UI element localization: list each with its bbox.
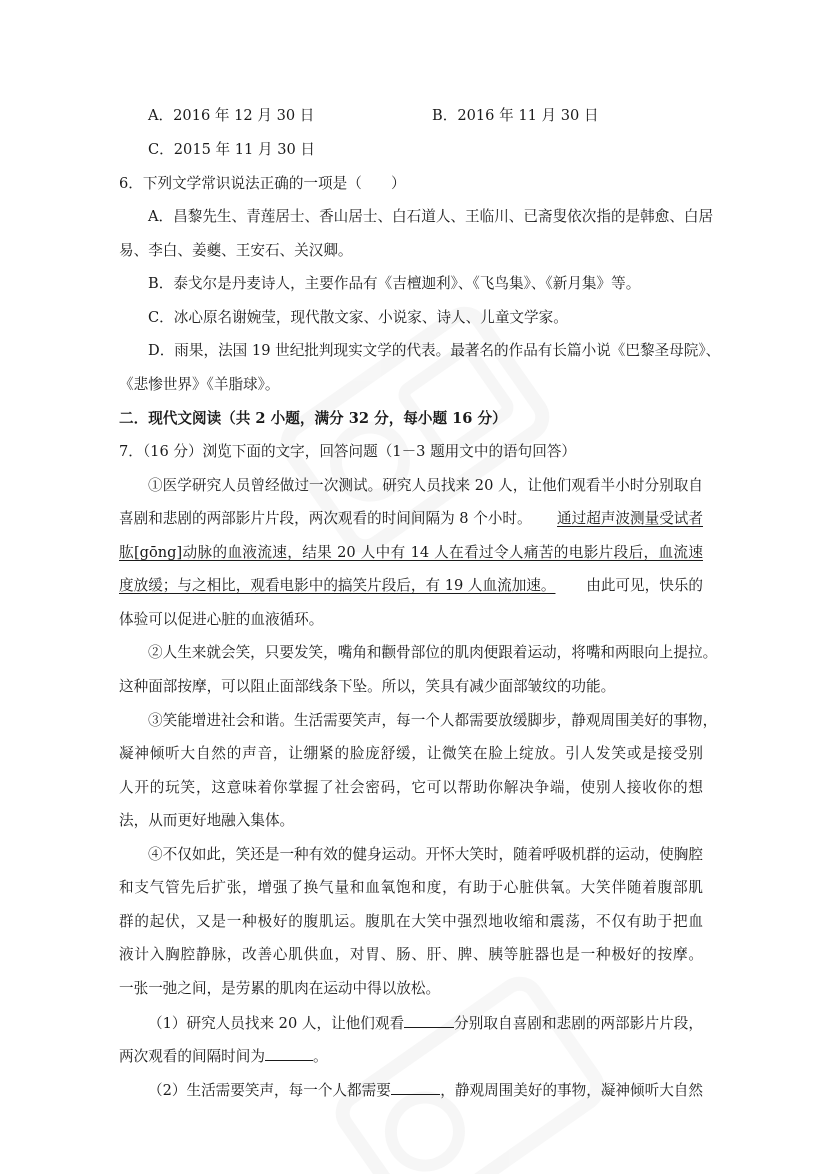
p1-line4-text: 由此可见，快乐的: [586, 577, 703, 594]
p3-line4: 法，从而更好地融入集体。: [119, 812, 295, 829]
p1-line2: [119, 509, 703, 529]
p2-line1: ②人生来就会笑，只要发笑，嘴角和颧骨部位的肌肉便跟着运动，将嘴和两眼向上提拉。: [148, 644, 718, 661]
q6-option-d-line2: 《悲惨世界》《羊脂球》。: [119, 376, 280, 393]
q5-option-a: A．2016 年 12 月 30 日: [148, 107, 315, 124]
sub1-answer-blank-2[interactable]: [265, 1046, 313, 1061]
q6-stem: 6．下列文学常识说法正确的一项是（ ）: [119, 175, 406, 192]
p1-line5: 体验可以促进心脏的血液循环。: [119, 611, 324, 628]
q7-sub1-line2: [119, 1046, 328, 1067]
p1-underlined-sentence-start: 通过超声波测量受试者: [557, 510, 703, 527]
p1-line2-text: 喜剧和悲剧的两部影片片段，两次观看的时间间隔为 8 个小时。: [119, 510, 532, 527]
watermark-logo-lower: [336, 977, 605, 1174]
p3-line2: 凝神倾听大自然的声音，让绷紧的脸庞舒缓，让微笑在脸上绽放。引人发笑或是接受别: [119, 745, 703, 762]
q6-option-a-line2: 易、李白、姜夔、王安石、关汉卿。: [119, 242, 353, 259]
sub1-text-b: 分别取自喜剧和悲剧的两部影片片段，: [454, 1015, 703, 1032]
p4-line2: 和支气管先后扩张，增强了换气量和血氧饱和度，有助于心脏供氧。大笑伴随着腹部肌: [119, 879, 703, 896]
q5-option-c: C．2015 年 11 月 30 日: [148, 141, 316, 158]
q6-option-d-line1: D．雨果，法国 19 世纪批判现实文学的代表。最著名的作品有长篇小说《巴黎圣母院》、: [148, 342, 721, 359]
p4-line5: 一张一弛之间，是劳累的肌肉在运动中得以放松。: [119, 980, 441, 997]
q7-sub1-line1: [148, 1013, 703, 1034]
p1-line1: ①医学研究人员曾经做过一次测试。研究人员找来 20 人，让他们观看半小时分别取自: [148, 477, 703, 494]
q7-sub2-line1: [148, 1080, 703, 1101]
sub1-text-a: （1）研究人员找来 20 人，让他们观看: [148, 1015, 405, 1032]
sub1-text-d: 。: [312, 1048, 328, 1065]
q6-option-a-line1: A．昌黎先生、青莲居士、香山居士、白石道人、王临川、已斋叟依次指的是韩愈、白居: [148, 208, 714, 225]
q7-stem: 7．（16 分）浏览下面的文字，回答问题（1－3 题用文中的语句回答）: [119, 443, 577, 460]
sub2-text-b: ，静观周围美好的事物，凝神倾听大自然: [440, 1082, 703, 1099]
sub1-answer-blank-1[interactable]: [404, 1013, 454, 1028]
q6-option-c: C．冰心原名谢婉莹，现代散文家、小说家、诗人、儿童文学家。: [148, 309, 568, 326]
sub2-answer-blank-1[interactable]: [391, 1080, 441, 1095]
p1-underlined-sentence-end: 度放缓；与之相比，观看电影中的搞笑片段后，有 19 人血流加速。: [119, 577, 556, 594]
sub1-text-c: 两次观看的间隔时间为: [119, 1048, 265, 1065]
p3-line3: 人开的玩笑，这意味着你掌握了社会密码，它可以帮助你解决争端，使别人接收你的想: [119, 779, 703, 796]
p3-line1: ③笑能增进社会和谐。生活需要笑声，每一个人都需要放缓脚步，静观周围美好的事物，: [148, 712, 718, 729]
p4-line3: 群的起伏，又是一种极好的腹肌运。腹肌在大笑中强烈地收缩和震荡，不仅有助于把血: [119, 913, 703, 930]
q6-option-b: B．泰戈尔是丹麦诗人，主要作品有《吉檀迦利》、《飞鸟集》、《新月集》等。: [148, 275, 641, 292]
p2-line2: 这种面部按摩，可以阻止面部线条下坠。所以，笑具有减少面部皱纹的功能。: [119, 678, 616, 695]
section-heading: 二．现代文阅读（共 2 小题，满分 32 分，每小题 16 分）: [119, 410, 507, 427]
p1-line4: [119, 576, 703, 596]
sub2-text-a: （2）生活需要笑声，每一个人都需要: [148, 1082, 391, 1099]
p4-line4: 液计入胸腔静脉，改善心肌供血，对胃、肠、肝、脾、胰等脏器也是一种极好的按摩。: [119, 946, 703, 963]
p1-underlined-line3: 肱[gōng]动脉的血液流速，结果 20 人中有 14 人在看过令人痛苦的电影片段后，血流速: [119, 544, 703, 561]
q5-option-b: B．2016 年 11 月 30 日: [432, 107, 599, 124]
p4-line1: ④不仅如此，笑还是一种有效的健身运动。开怀大笑时，随着呼吸机群的运动，使胸腔: [148, 846, 703, 863]
